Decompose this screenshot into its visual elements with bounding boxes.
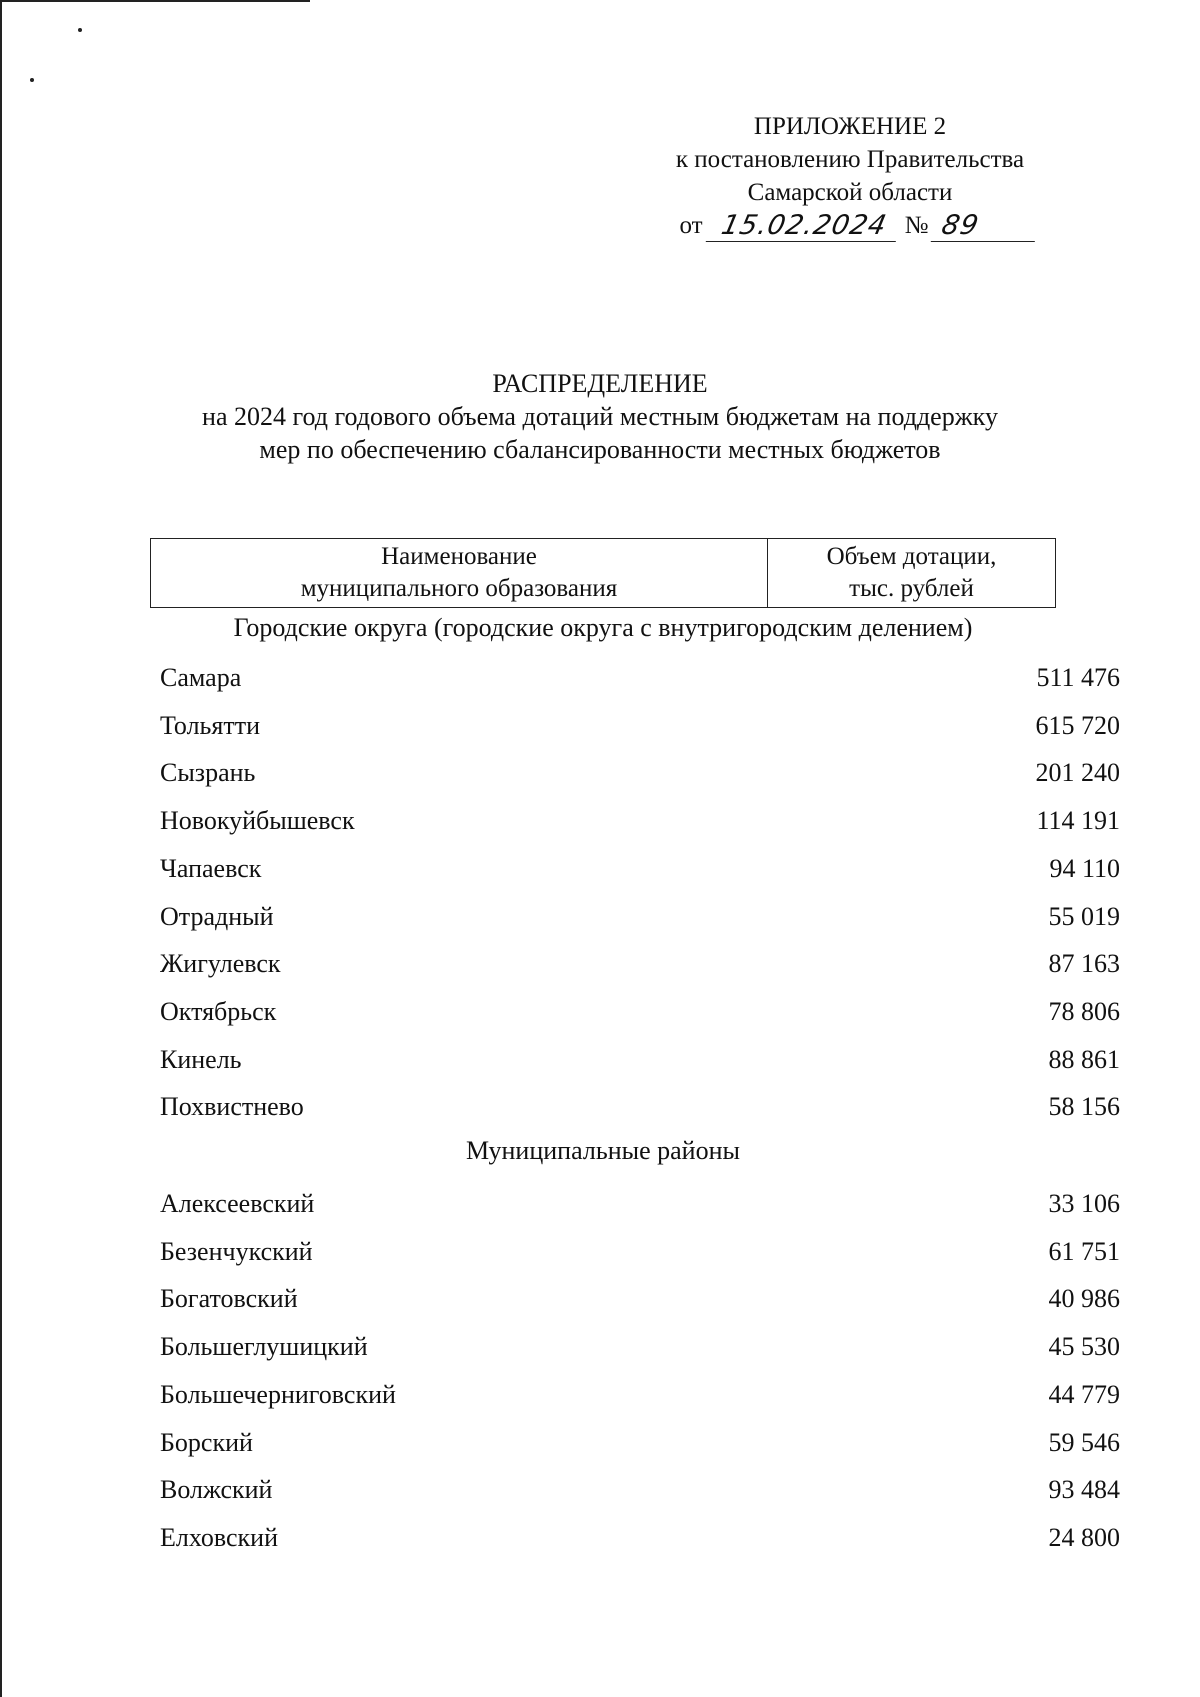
appendix-date-row xyxy=(658,209,1060,242)
table-row xyxy=(160,1040,1120,1080)
municipality-name: Большечерниговский xyxy=(160,1380,396,1409)
appendix-title: ПРИЛОЖЕНИЕ 2 xyxy=(753,113,947,140)
date-prefix: от xyxy=(679,212,703,239)
table-row xyxy=(160,706,1120,746)
heading-line-2: мер по обеспечению сбалансированности местных бюджетов xyxy=(259,435,941,464)
municipality-name: Елховский xyxy=(160,1523,278,1552)
municipality-name: Октябрьск xyxy=(160,997,277,1026)
table-row xyxy=(160,801,1120,841)
handwritten-number: 89 xyxy=(931,211,1042,242)
subsidy-value: 44 779 xyxy=(1048,1380,1120,1409)
column-header-name-line-1: Наименование xyxy=(381,543,537,570)
table-row xyxy=(160,1518,1120,1558)
handwritten-date: 15.02.2024 xyxy=(705,211,902,242)
subsidy-value: 24 800 xyxy=(1048,1523,1120,1552)
table-row xyxy=(160,1423,1120,1463)
municipality-name: Алексеевский xyxy=(160,1189,315,1218)
table-row xyxy=(160,849,1120,889)
table-row xyxy=(160,1087,1120,1127)
subsidy-value: 78 806 xyxy=(1048,997,1120,1026)
appendix-line-1: к постановлению Правительства xyxy=(675,146,1025,173)
municipality-name: Сызрань xyxy=(160,758,256,787)
table-row xyxy=(160,1279,1120,1319)
heading-line-1: на 2024 год годового объема дотаций местным бюджетам на поддержку xyxy=(202,402,998,431)
table-row xyxy=(160,944,1120,984)
municipality-name: Самара xyxy=(160,663,242,692)
subsidy-value: 615 720 xyxy=(1035,711,1120,740)
table-row xyxy=(160,1470,1120,1510)
appendix-line-2: Самарской области xyxy=(747,179,953,206)
subsidy-value: 114 191 xyxy=(1036,806,1120,835)
table-row xyxy=(160,753,1120,793)
subsidy-value: 45 530 xyxy=(1048,1332,1120,1361)
subsidy-value: 58 156 xyxy=(1048,1092,1120,1121)
section-title: Муниципальные районы xyxy=(466,1136,740,1165)
municipality-name: Новокуйбышевск xyxy=(160,806,355,835)
subsidy-value: 511 476 xyxy=(1036,663,1120,692)
municipality-name: Большеглушицкий xyxy=(160,1332,368,1361)
scan-edge-left xyxy=(0,0,2,1697)
municipality-name: Тольятти xyxy=(160,711,261,740)
subsidy-value: 61 751 xyxy=(1048,1237,1120,1266)
table-row xyxy=(160,1232,1120,1272)
table-row xyxy=(160,897,1120,937)
subsidy-value: 33 106 xyxy=(1048,1189,1120,1218)
section-title: Городские округа (городские округа с внутригородским делением) xyxy=(233,613,973,642)
subsidy-value: 87 163 xyxy=(1048,949,1120,978)
municipality-name: Волжский xyxy=(160,1475,273,1504)
subsidy-value: 40 986 xyxy=(1048,1284,1120,1313)
subsidy-value: 201 240 xyxy=(1035,758,1120,787)
municipality-name: Жигулевск xyxy=(160,949,281,978)
table-row xyxy=(160,1184,1120,1224)
column-header-name xyxy=(151,539,768,607)
column-header-name-line-2: муниципального образования xyxy=(300,575,618,602)
scan-speck xyxy=(78,28,82,32)
subsidy-value: 88 861 xyxy=(1048,1045,1120,1074)
scan-speck xyxy=(30,78,34,82)
column-header-value-line-1: Объем дотации, xyxy=(826,543,997,570)
municipality-name: Борский xyxy=(160,1428,253,1457)
scan-edge-top xyxy=(0,0,310,2)
subsidy-value: 55 019 xyxy=(1048,902,1120,931)
subsidy-value: 93 484 xyxy=(1048,1475,1120,1504)
appendix-block xyxy=(640,110,1060,242)
municipality-name: Похвистнево xyxy=(160,1092,304,1121)
number-prefix: № xyxy=(904,212,929,239)
subsidy-value: 59 546 xyxy=(1048,1428,1120,1457)
table-header xyxy=(150,538,1056,608)
heading-title: РАСПРЕДЕЛЕНИЕ xyxy=(492,369,708,398)
table-row xyxy=(160,992,1120,1032)
municipality-name: Безенчукский xyxy=(160,1237,313,1266)
municipality-name: Кинель xyxy=(160,1045,242,1074)
document-heading xyxy=(140,367,1060,466)
table-row xyxy=(160,1375,1120,1415)
municipality-name: Отрадный xyxy=(160,902,274,931)
table-row xyxy=(160,1327,1120,1367)
municipality-name: Чапаевск xyxy=(160,854,262,883)
column-header-value-line-2: тыс. рублей xyxy=(849,575,974,602)
municipality-name: Богатовский xyxy=(160,1284,298,1313)
subsidy-value: 94 110 xyxy=(1049,854,1120,883)
column-header-value xyxy=(768,539,1055,607)
table-row xyxy=(160,658,1120,698)
